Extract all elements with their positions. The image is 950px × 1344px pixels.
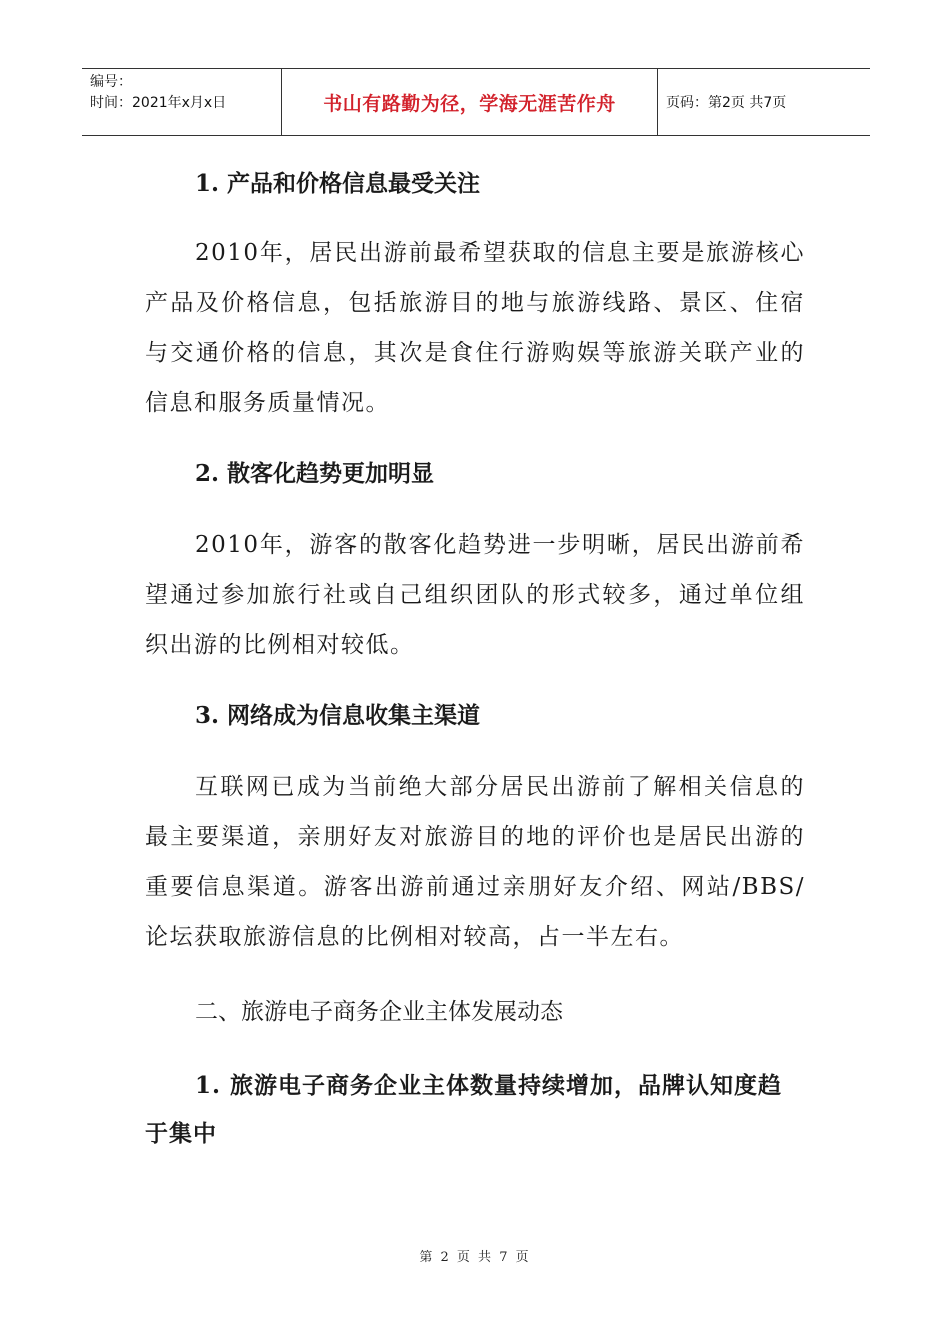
document-date: 时间：2021年x月x日 <box>90 95 227 111</box>
header-motto: 书山有路勤为径，学海无涯苦作舟 <box>282 69 658 135</box>
section-title-enterprise: 二、旅游电子商务企业主体发展动态 <box>195 999 563 1025</box>
paragraph-internet-channel: 互联网已成为当前绝大部分居民出游前了解相关信息的最主要渠道，亲朋好友对旅游目的地的评价也是居民出游的重要信息渠道。游客出游前通过亲朋好友介绍、网站/BBS/论坛获取旅游信息的比例相对较高，占一半左右。 <box>145 774 805 950</box>
header-meta <box>82 69 282 135</box>
document-number: 编号： <box>90 74 132 90</box>
heading-individual-travel: 2. 散客化趋势更加明显 <box>195 460 435 487</box>
document-header <box>82 68 870 136</box>
paragraph-individual-travel: 2010年，游客的散客化趋势进一步明晰，居民出游前希望通过参加旅行社或自己组织团队的形式较多，通过单位组织出游的比例相对较低。 <box>145 532 805 658</box>
header-page-info: 页码：第2页 共7页 <box>666 95 787 111</box>
heading-internet-channel: 3. 网络成为信息收集主渠道 <box>195 702 481 729</box>
heading-enterprise-growth: 1. 旅游电子商务企业主体数量持续增加，品牌认知度趋于集中 <box>145 1072 783 1147</box>
paragraph-product-price: 2010年，居民出游前最希望获取的信息主要是旅游核心产品及价格信息，包括旅游目的地与旅游线路、景区、住宿与交通价格的信息，其次是食住行游购娱等旅游关联产业的信息和服务质量情况。 <box>145 240 805 416</box>
document-body <box>145 160 805 1158</box>
heading-product-price: 1. 产品和价格信息最受关注 <box>195 170 481 197</box>
page-footer: 第 2 页 共 7 页 <box>419 1250 531 1265</box>
